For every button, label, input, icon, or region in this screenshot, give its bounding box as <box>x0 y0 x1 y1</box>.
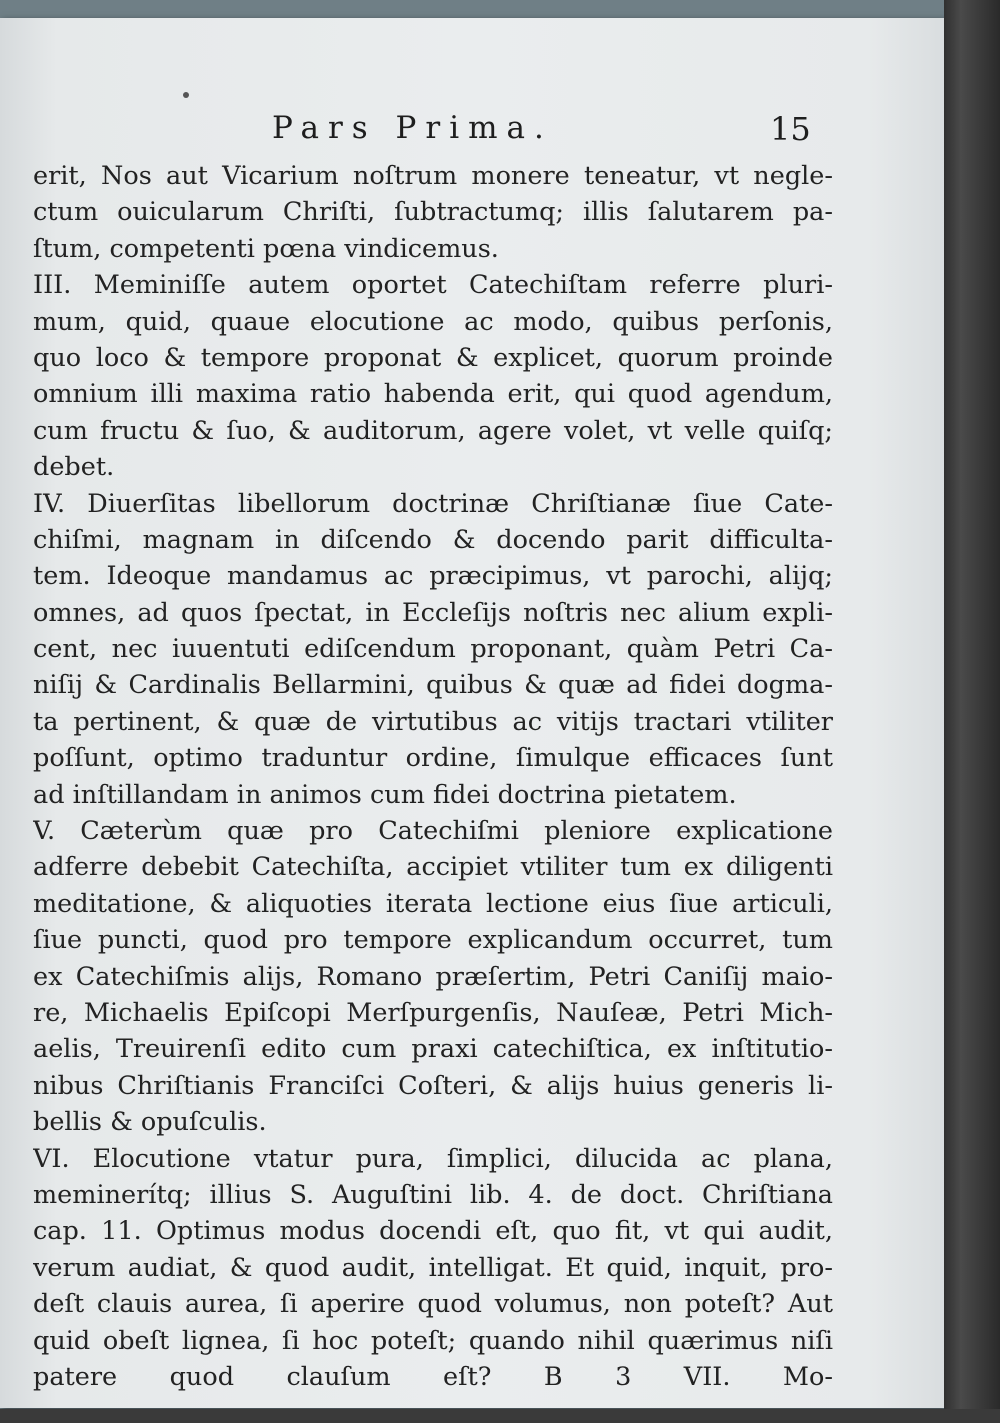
text-line: chiſmi, magnam in diſcendo & docendo parit difficulta- <box>33 524 833 555</box>
text-line: quid obeſt lignea, ſi hoc poteſt; quando nihil quærimus niſi <box>33 1325 833 1356</box>
book-spine <box>944 0 1000 1423</box>
text-line: ad inſtillandam in animos cum fidei doctrina pietatem. <box>33 779 737 810</box>
catchword: VII. Mo- <box>683 1361 833 1392</box>
footer-line <box>33 1359 833 1395</box>
text-line: cum fructu & ſuo, & auditorum, agere volet, vt velle quiſq; <box>33 415 833 446</box>
text-line: bellis & opuſculis. <box>33 1107 267 1138</box>
text-line: ſtum, competenti pœna vindicemus. <box>33 233 499 264</box>
text-line: niſij & Cardinalis Bellarmini, quibus & quæ ad fidei dogma- <box>33 670 833 701</box>
page-number: 15 <box>770 110 811 148</box>
body-text <box>33 158 833 1395</box>
text-line: erit, Nos aut Vicarium noſtrum monere teneatur, vt negle- <box>33 161 833 191</box>
ink-speck <box>183 92 189 98</box>
text-line: cent, nec iuuentuti ediſcendum proponant, quàm Petri Ca- <box>33 634 833 665</box>
signature-mark: B 3 <box>543 1361 632 1392</box>
text-line: quo loco & tempore proponat & explicet, quorum proinde <box>33 342 833 373</box>
text-line: nibus Chriſtianis Franciſci Coſteri, & alijs huius generis li- <box>33 1070 833 1101</box>
text-line: IV. Diuerſitas libellorum doctrinæ Chriſtianæ ſiue Cate- <box>33 488 833 519</box>
text-line: VI. Elocutione vtatur pura, ſimplici, dilucida ac plana, <box>33 1143 833 1174</box>
text-line: ctum ouicularum Chriſti, ſubtractumq; illis ſalutarem pa- <box>33 197 833 228</box>
text-line: V. Cæterùm quæ pro Catechiſmi pleniore explicatione <box>33 816 833 847</box>
text-line: mum, quid, quaue elocutione ac modo, quibus perſonis, <box>33 306 833 337</box>
text-line: patere quod clauſum eſt? <box>33 1361 492 1392</box>
text-line: deſt clauis aurea, ſi aperire quod volumus, non poteſt? Aut <box>33 1289 833 1320</box>
text-line: ſiue puncti, quod pro tempore explicandum occurret, tum <box>33 925 833 956</box>
text-line: re, Michaelis Epiſcopi Merſpurgenſis, Nauſeæ, Petri Mich- <box>33 997 833 1028</box>
text-line: debet. <box>33 452 115 483</box>
text-line: meminerítq; illius S. Auguſtini lib. 4. de doct. Chriſtiana <box>33 1179 833 1210</box>
text-line: adferre debebit Catechiſta, accipiet vtiliter tum ex diligenti <box>33 852 833 883</box>
text-line: III. Meminiſſe autem oportet Catechiſtam referre pluri- <box>33 270 833 301</box>
page-bottom-edge <box>0 1409 1000 1423</box>
text-line: poſſunt, optimo traduntur ordine, ſimulque efficaces ſunt <box>33 743 833 774</box>
text-line: ta pertinent, & quæ de virtutibus ac vitijs tractari vtiliter <box>33 706 833 737</box>
text-line: omnes, ad quos ſpectat, in Eccleſijs noſtris nec alium expli- <box>33 597 833 628</box>
running-head: Pars Prima. <box>272 110 553 146</box>
text-line: verum audiat, & quod audit, intelligat. Et quid, inquit, pro- <box>33 1252 833 1283</box>
text-line: aelis, Treuirenſi edito cum praxi catechiſtica, ex inſtitutio- <box>33 1034 833 1065</box>
text-line: cap. 11. Optimus modus docendi eſt, quo fit, vt qui audit, <box>33 1216 833 1247</box>
text-line: ex Catechiſmis alijs, Romano præſertim, Petri Caniſij maio- <box>33 961 833 992</box>
text-line: tem. Ideoque mandamus ac præcipimus, vt parochi, alijq; <box>33 561 833 592</box>
text-line: meditatione, & aliquoties iterata lectione eius ſiue articuli, <box>33 888 833 919</box>
text-line: omnium illi maxima ratio habenda erit, qui quod agendum, <box>33 379 833 410</box>
